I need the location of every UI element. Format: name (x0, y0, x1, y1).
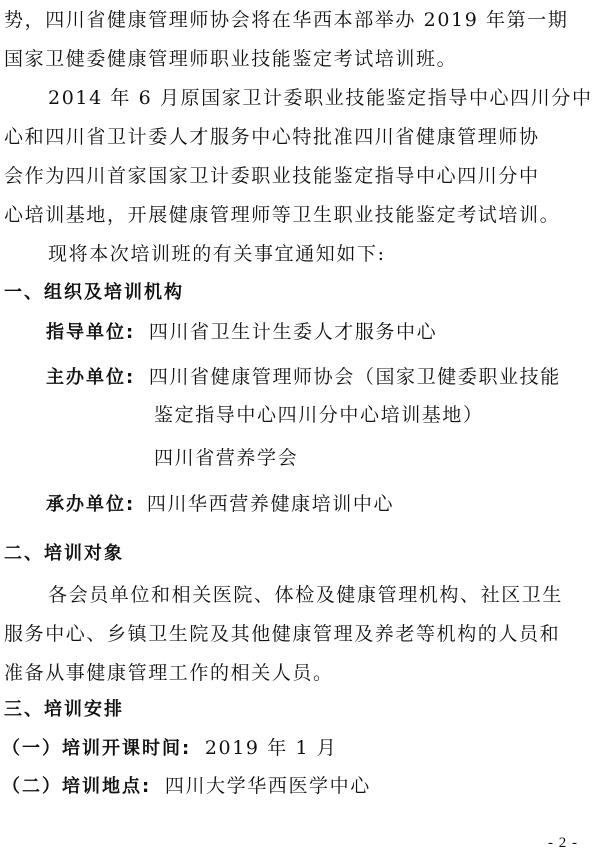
section2-line1: 各会员单位和相关医院、体检及健康管理机构、社区卫生 (48, 584, 564, 606)
host-unit-value-line1: 四川省健康管理师协会（国家卫健委职业技能 (148, 366, 561, 388)
section2-heading: 二、培训对象 (4, 543, 124, 564)
section2-line3: 准备从事健康管理工作的相关人员。 (4, 662, 334, 684)
section1-heading: 一、组织及培训机构 (4, 282, 184, 303)
intro-p1-line1: 势，四川省健康管理师协会将在华西本部举办 2019 年第一期 (4, 9, 569, 31)
schedule-item-1 (2, 736, 337, 761)
intro-p2-line1: 2014 年 6 月原国家卫计委职业技能鉴定指导中心四川分中 (48, 87, 593, 109)
host-unit-row (46, 365, 561, 390)
guide-unit-value: 四川省卫生计生委人才服务中心 (148, 321, 438, 343)
schedule-item-1-value: 2019 年 1 月 (204, 737, 338, 759)
intro-p2-line4: 心培训基地，开展健康管理师等卫生职业技能鉴定考试培训。 (4, 204, 561, 226)
intro-p2-line2: 心和四川省卫计委人才服务中心特批准四川省健康管理师协 (4, 126, 540, 148)
schedule-item-2-value: 四川大学华西医学中心 (164, 775, 371, 797)
host-unit-value-line2: 鉴定指导中心四川分中心培训基地） (154, 404, 484, 426)
guide-unit-label: 指导单位: (46, 322, 136, 343)
organizer-unit-label: 承办单位: (46, 494, 136, 515)
schedule-item-2 (2, 774, 371, 799)
organizer-unit-row (46, 492, 394, 517)
section2-line2: 服务中心、乡镇卫生院及其他健康管理及养老等机构的人员和 (4, 623, 561, 645)
guide-unit-row (46, 320, 437, 345)
intro-p2-line3: 会作为四川首家国家卫计委职业技能鉴定指导中心四川分中 (4, 165, 540, 187)
schedule-item-2-label: （二）培训地点: (2, 776, 152, 797)
schedule-item-1-label: （一）培训开课时间: (2, 738, 192, 759)
intro-p1-line2: 国家卫健委健康管理师职业技能鉴定考试培训班。 (4, 48, 458, 70)
page-number: - 2 - (548, 835, 578, 851)
intro-p3: 现将本次培训班的有关事宜通知如下: (48, 243, 386, 265)
host-unit-label: 主办单位: (46, 367, 136, 388)
organizer-unit-value: 四川华西营养健康培训中心 (146, 493, 395, 515)
host-unit-value-line3: 四川省营养学会 (154, 447, 299, 469)
section3-heading: 三、培训安排 (4, 699, 124, 720)
